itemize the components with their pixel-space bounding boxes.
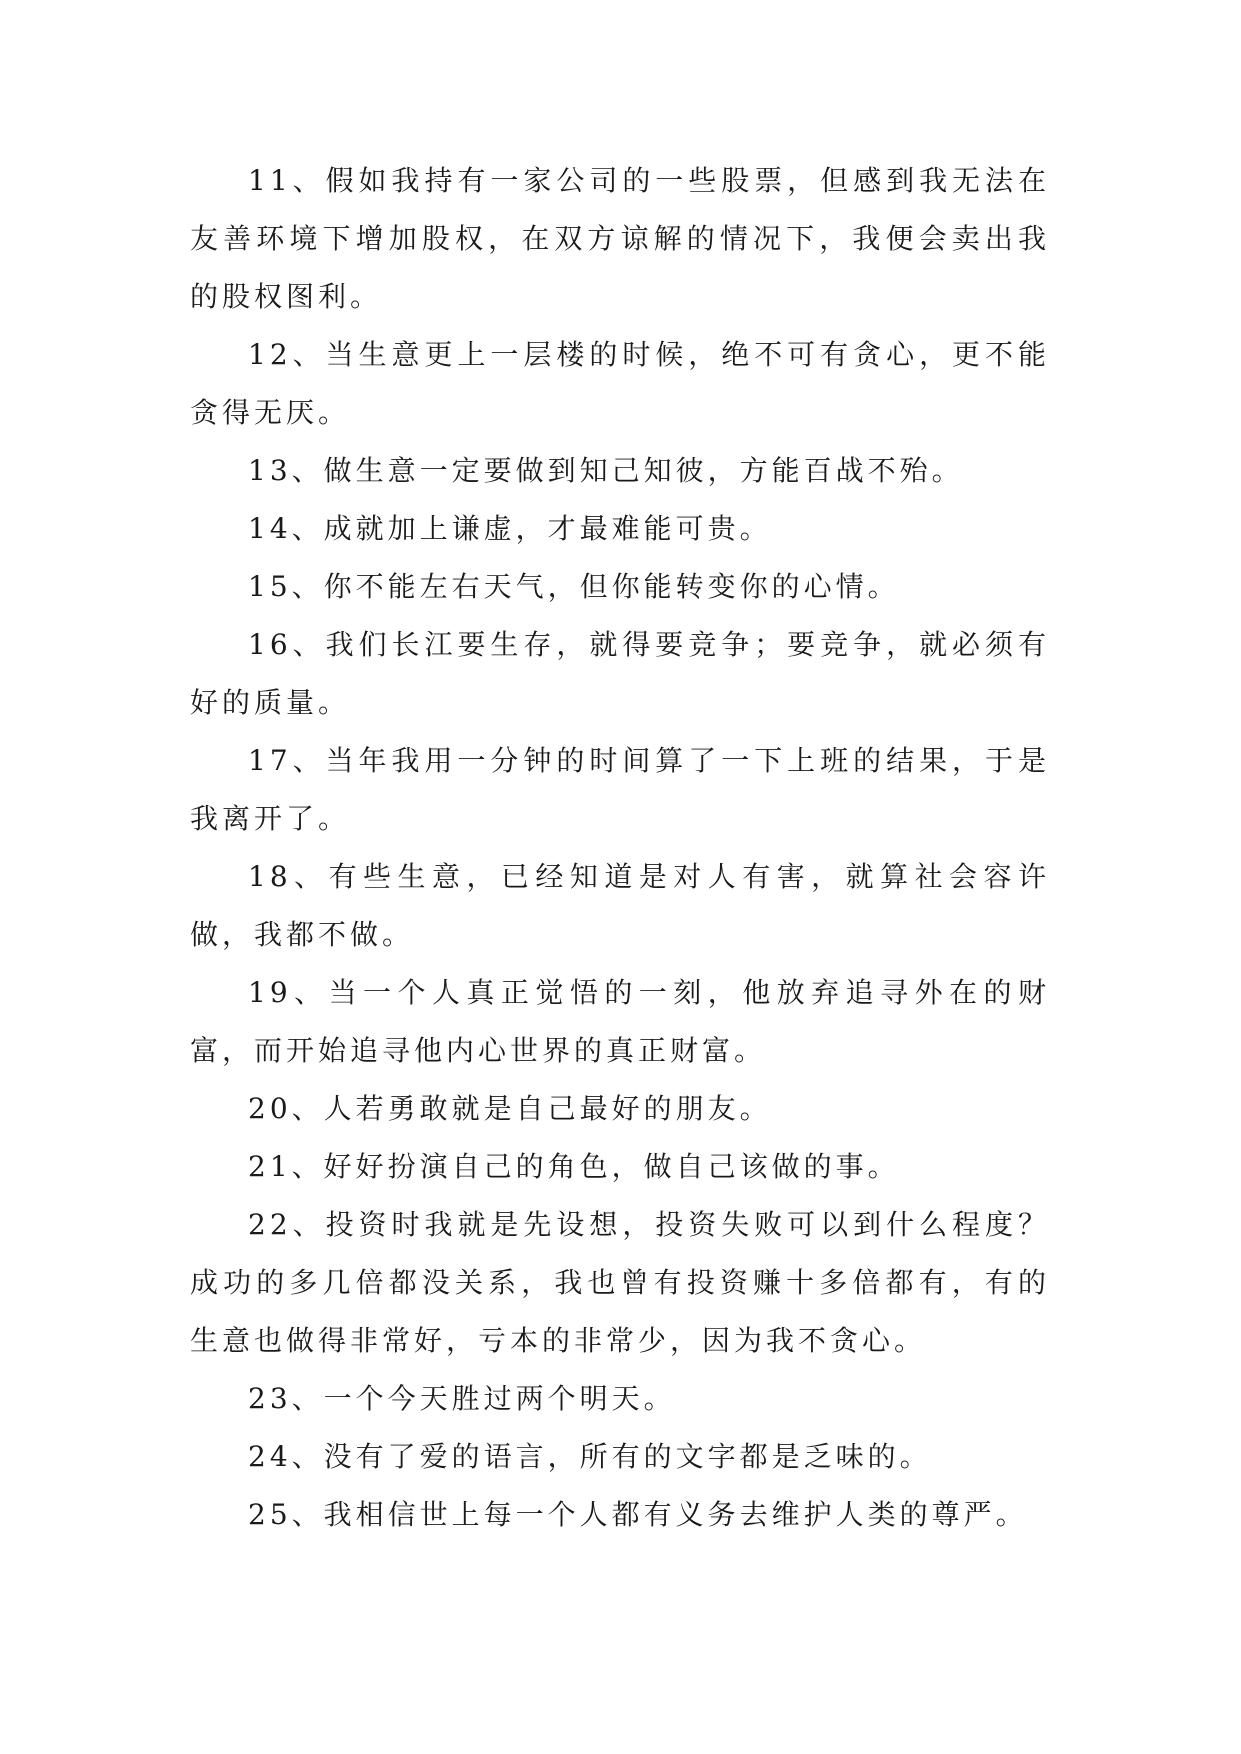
quote-paragraph-20: 20、人若勇敢就是自己最好的朋友。 [248, 1092, 772, 1125]
quote-paragraph-17: 17、当年我用一分钟的时间算了一下上班的结果，于是我离开了。 [190, 744, 1050, 835]
document-body [190, 152, 1050, 1544]
quote-paragraph-21: 21、好好扮演自己的角色，做自己该做的事。 [248, 1150, 900, 1183]
quote-paragraph-14: 14、成就加上谦虚，才最难能可贵。 [248, 512, 772, 545]
quote-paragraph-25: 25、我相信世上每一个人都有义务去维护人类的尊严。 [248, 1498, 1028, 1531]
quote-paragraph-13: 13、做生意一定要做到知己知彼，方能百战不殆。 [248, 454, 964, 487]
quote-paragraph-24: 24、没有了爱的语言，所有的文字都是乏味的。 [248, 1440, 932, 1473]
quote-paragraph-15: 15、你不能左右天气，但你能转变你的心情。 [248, 570, 900, 603]
quote-paragraph-12: 12、当生意更上一层楼的时候，绝不可有贪心，更不能贪得无厌。 [190, 338, 1050, 429]
quote-paragraph-16: 16、我们长江要生存，就得要竞争；要竞争，就必须有好的质量。 [190, 628, 1050, 719]
quote-paragraph-23: 23、一个今天胜过两个明天。 [248, 1382, 676, 1415]
quote-paragraph-19: 19、当一个人真正觉悟的一刻，他放弃追寻外在的财富，而开始追寻他内心世界的真正财富。 [190, 976, 1050, 1067]
quote-paragraph-18: 18、有些生意，已经知道是对人有害，就算社会容许做，我都不做。 [190, 860, 1050, 951]
quote-paragraph-11: 11、假如我持有一家公司的一些股票，但感到我无法在友善环境下增加股权，在双方谅解的情况下，我便会卖出我的股权图利。 [190, 164, 1050, 313]
quote-paragraph-22: 22、投资时我就是先设想，投资失败可以到什么程度？成功的多几倍都没关系，我也曾有投资赚十多倍都有，有的生意也做得非常好，亏本的非常少，因为我不贪心。 [190, 1208, 1050, 1357]
